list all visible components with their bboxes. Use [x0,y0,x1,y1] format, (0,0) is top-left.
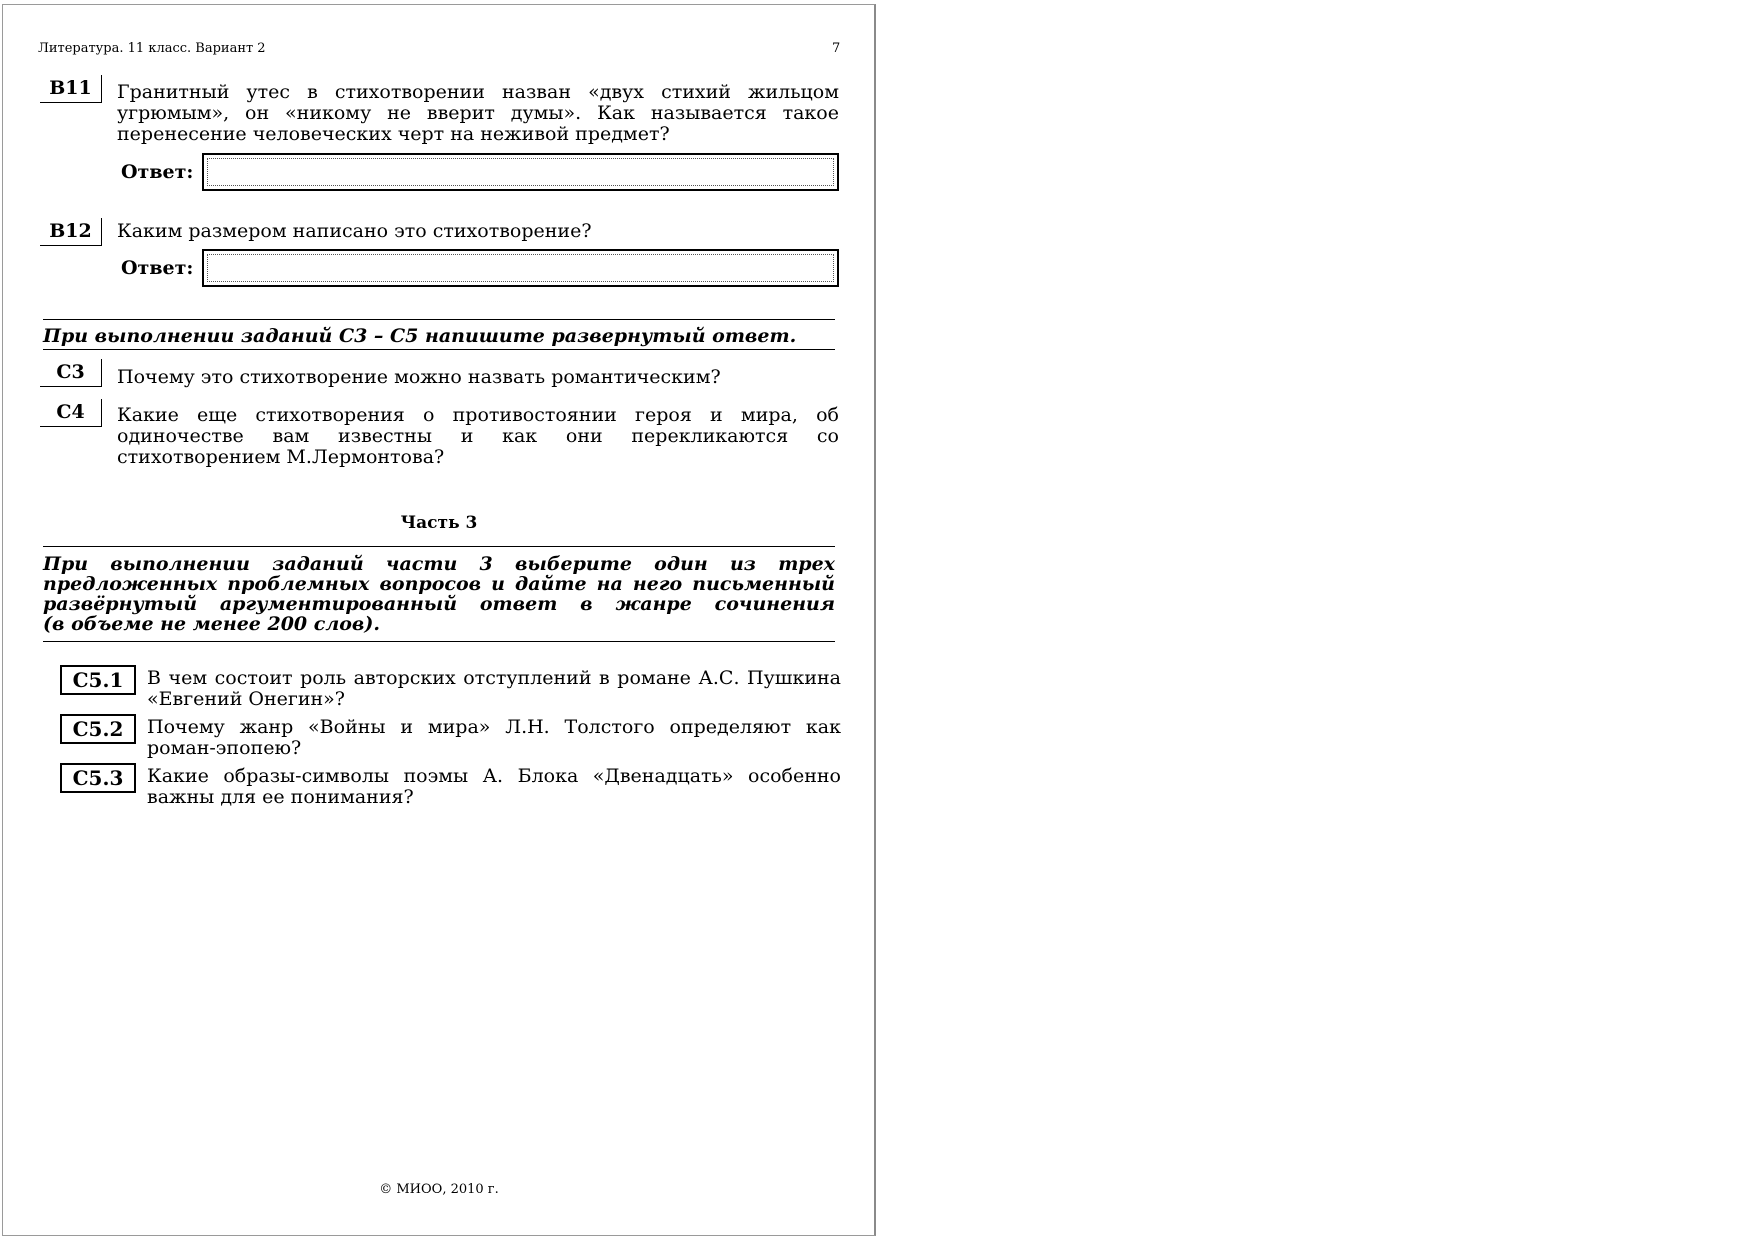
task-c3-text [117,367,839,388]
part3-instruction-line-4: (в объеме не менее 200 слов). [43,613,380,635]
task-b11-text [117,82,839,145]
task-c5-2-line-2: роман-эпопею? [147,737,302,759]
task-c3-line-1: Почему это стихотворение можно назвать романтическим? [117,366,721,388]
document-page [2,4,876,1236]
task-c5-3-line-2: важны для ее понимания? [147,786,414,808]
part3-instruction-line-3: развёрнутый аргументированный ответ в жанре сочинения [43,593,835,615]
task-code-b11: B11 [40,75,102,103]
part3-instruction-line-2: предложенных проблемных вопросов и дайте на него письменный [43,573,835,595]
part3-divider-top [43,546,835,547]
part3-divider-bottom [43,641,835,642]
task-c4-line-1: Какие еще стихотворения о противостоянии героя и мира, об [117,404,839,426]
task-b12-text [117,221,839,242]
page-number: 7 [832,41,841,56]
part3-instruction-line-1: При выполнении заданий части 3 выберите один из трех [43,553,835,575]
part3-instruction [43,554,835,634]
task-c5-3-text [147,766,841,808]
task-b11-line-2: угрюмым», он «никому не вверит думы». Как называется такое [117,102,839,124]
task-b11-line-3: перенесение человеческих черт на неживой предмет? [117,123,670,145]
task-code-c5-1: С5.1 [60,665,136,695]
divider-bottom [43,349,835,350]
answer-label-b11: Ответ: [121,161,194,183]
task-code-b12: B12 [40,218,102,246]
answer-field-b12[interactable] [202,249,839,287]
answer-field-b11[interactable] [202,153,839,191]
answer-label-b12: Ответ: [121,257,194,279]
task-code-c4: С4 [40,399,102,427]
task-c5-3-line-1: Какие образы-символы поэмы А. Блока «Двенадцать» особенно [147,765,841,787]
divider-top [43,319,835,320]
task-c5-2-text [147,717,841,759]
task-c5-1-line-2: «Евгений Онегин»? [147,688,345,710]
instruction-c: При выполнении заданий С3 – С5 напишите развернутый ответ. [43,325,797,347]
page-header-subject: Литература. 11 класс. Вариант 2 [38,41,266,56]
task-c5-1-text [147,668,841,710]
task-code-c5-3: С5.3 [60,763,136,793]
page-footer: © МИОО, 2010 г. [379,1182,499,1197]
task-code-c3: С3 [40,359,102,387]
task-c4-line-3: стихотворением М.Лермонтова? [117,446,445,468]
task-c5-2-line-1: Почему жанр «Войны и мира» Л.Н. Толстого определяют как [147,716,841,738]
task-c5-1-line-1: В чем состоит роль авторских отступлений в романе А.С. Пушкина [147,667,841,689]
task-b12-line-1: Каким размером написано это стихотворение? [117,220,592,242]
task-c4-line-2: одиночестве вам известны и как они перекликаются со [117,425,839,447]
task-c4-text [117,405,839,468]
part3-title: Часть 3 [400,513,478,533]
task-code-c5-2: С5.2 [60,714,136,744]
task-b11-line-1: Гранитный утес в стихотворении назван «двух стихий жильцом [117,81,839,103]
